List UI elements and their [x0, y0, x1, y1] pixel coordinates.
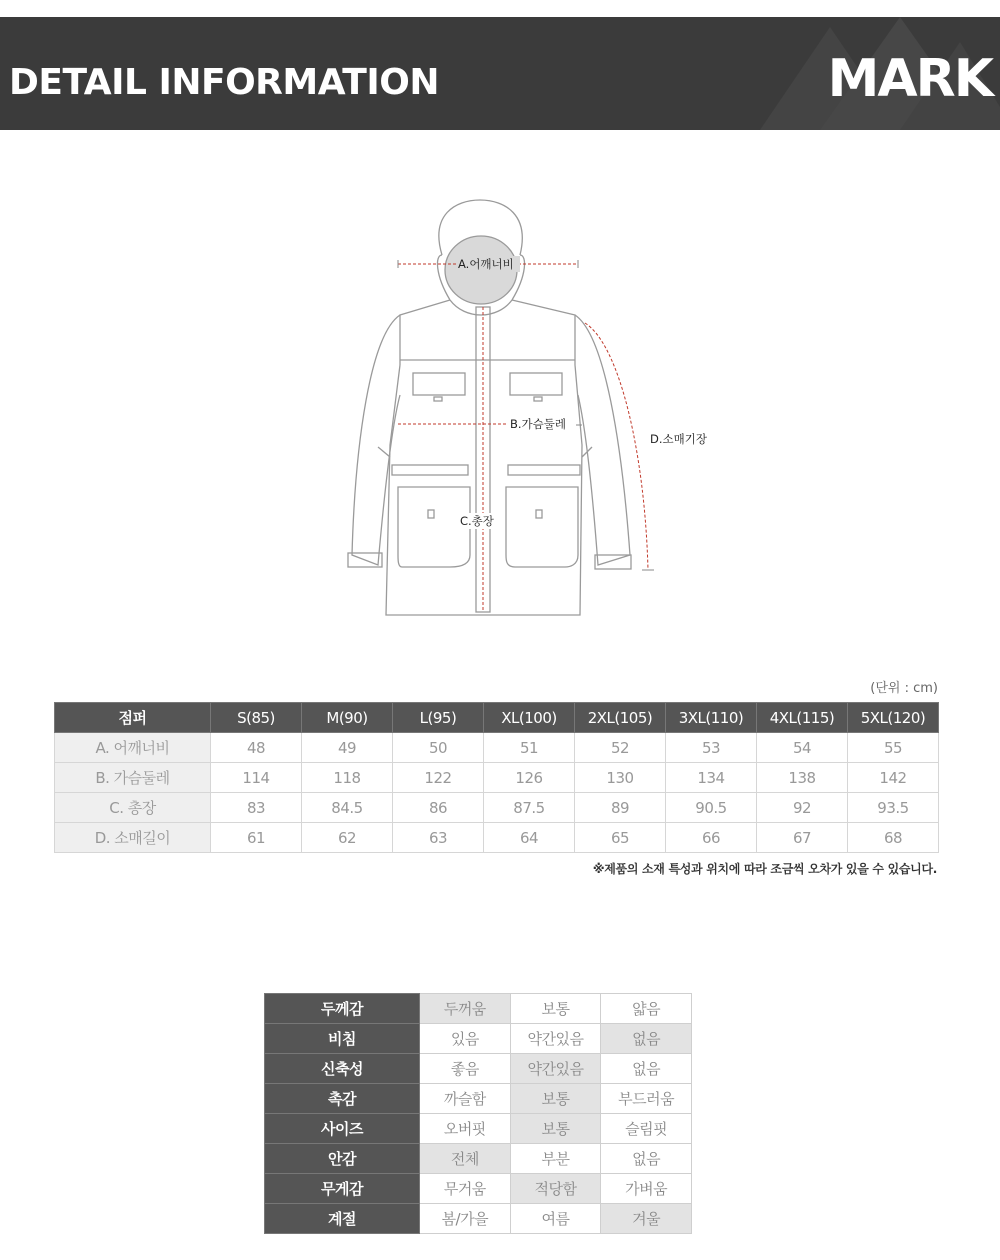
- attribute-row: [265, 1174, 692, 1204]
- size-header-row: [55, 703, 939, 733]
- attribute-row: [265, 994, 692, 1024]
- unit-note: (단위 : cm): [870, 681, 938, 696]
- attribute-option: 좋음: [420, 1054, 511, 1084]
- attribute-option-selected: 두꺼움: [420, 994, 511, 1024]
- attribute-option: 있음: [420, 1024, 511, 1054]
- attribute-option: 얇음: [601, 994, 692, 1024]
- table-cell: 114: [211, 763, 302, 793]
- table-cell: 86: [393, 793, 484, 823]
- attribute-row: [265, 1204, 692, 1234]
- table-row: [55, 793, 939, 823]
- table-cell: 52: [575, 733, 666, 763]
- attribute-option: 없음: [601, 1054, 692, 1084]
- attribute-option: 가벼움: [601, 1174, 692, 1204]
- attribute-row: [265, 1114, 692, 1144]
- attribute-option-selected: 보통: [510, 1084, 601, 1114]
- table-cell: 48: [211, 733, 302, 763]
- table-cell: 55: [848, 733, 939, 763]
- size-col-header: 3XL(110): [666, 703, 757, 733]
- attribute-option: 없음: [601, 1144, 692, 1174]
- table-cell: 138: [757, 763, 848, 793]
- table-cell: 49: [302, 733, 393, 763]
- table-cell: 66: [666, 823, 757, 853]
- attribute-option: 약간있음: [510, 1024, 601, 1054]
- table-row: [55, 763, 939, 793]
- table-cell: 89: [575, 793, 666, 823]
- label-sleeve: D.소매기장: [650, 432, 707, 446]
- table-cell: 53: [666, 733, 757, 763]
- attribute-option-selected: 약간있음: [510, 1054, 601, 1084]
- attribute-option-selected: 보통: [510, 1114, 601, 1144]
- attribute-row: [265, 1144, 692, 1174]
- table-row: [55, 823, 939, 853]
- attribute-label: 무게감: [265, 1174, 420, 1204]
- table-cell: 64: [484, 823, 575, 853]
- label-shoulder: A.어깨너비: [458, 257, 514, 271]
- row-label: A. 어깨너비: [55, 733, 211, 763]
- table-cell: 51: [484, 733, 575, 763]
- size-col-header: S(85): [211, 703, 302, 733]
- size-col-header: 4XL(115): [757, 703, 848, 733]
- fabric-attributes-table: [264, 993, 692, 1234]
- attribute-option-selected: 겨울: [601, 1204, 692, 1234]
- table-cell: 118: [302, 763, 393, 793]
- attribute-option: 부드러움: [601, 1084, 692, 1114]
- attribute-label: 촉감: [265, 1084, 420, 1114]
- attribute-option-selected: 적당함: [510, 1174, 601, 1204]
- attribute-label: 신축성: [265, 1054, 420, 1084]
- table-cell: 90.5: [666, 793, 757, 823]
- table-cell: 61: [211, 823, 302, 853]
- attribute-option: 부분: [510, 1144, 601, 1174]
- row-label: B. 가슴둘레: [55, 763, 211, 793]
- attribute-option: 슬림핏: [601, 1114, 692, 1144]
- table-cell: 87.5: [484, 793, 575, 823]
- table-row: [55, 733, 939, 763]
- attribute-label: 계절: [265, 1204, 420, 1234]
- table-cell: 62: [302, 823, 393, 853]
- attribute-option-selected: 전체: [420, 1144, 511, 1174]
- attribute-label: 사이즈: [265, 1114, 420, 1144]
- table-cell: 63: [393, 823, 484, 853]
- table-cell: 130: [575, 763, 666, 793]
- table-cell: 93.5: [848, 793, 939, 823]
- attribute-label: 비침: [265, 1024, 420, 1054]
- table-cell: 68: [848, 823, 939, 853]
- size-chart-table: [54, 702, 939, 853]
- table-cell: 50: [393, 733, 484, 763]
- brand-logo: MARK: [827, 49, 992, 109]
- size-col-header: 2XL(105): [575, 703, 666, 733]
- attribute-label: 두께감: [265, 994, 420, 1024]
- size-col-header: XL(100): [484, 703, 575, 733]
- table-cell: 83: [211, 793, 302, 823]
- row-label: C. 총장: [55, 793, 211, 823]
- header-banner: [0, 17, 1000, 130]
- jacket-measurement-diagram: [330, 195, 730, 625]
- attribute-option: 봄/가을: [420, 1204, 511, 1234]
- attribute-row: [265, 1024, 692, 1054]
- attribute-row: [265, 1084, 692, 1114]
- size-col-header: 5XL(120): [848, 703, 939, 733]
- jacket-illustration: [330, 195, 730, 625]
- attribute-option: 까슬함: [420, 1084, 511, 1114]
- attribute-option-selected: 없음: [601, 1024, 692, 1054]
- table-cell: 92: [757, 793, 848, 823]
- attribute-option: 오버핏: [420, 1114, 511, 1144]
- table-cell: 65: [575, 823, 666, 853]
- page-title: DETAIL INFORMATION: [9, 62, 439, 103]
- label-length: C.총장: [460, 514, 494, 528]
- size-col-header: M(90): [302, 703, 393, 733]
- attribute-label: 안감: [265, 1144, 420, 1174]
- size-col-header: L(95): [393, 703, 484, 733]
- attribute-row: [265, 1054, 692, 1084]
- table-cell: 84.5: [302, 793, 393, 823]
- label-chest: B.가슴둘레: [510, 417, 566, 431]
- table-cell: 54: [757, 733, 848, 763]
- size-header-label: 점퍼: [55, 703, 211, 733]
- table-cell: 122: [393, 763, 484, 793]
- measurement-disclaimer: ※제품의 소재 특성과 위치에 따라 조금씩 오차가 있을 수 있습니다.: [592, 862, 937, 876]
- attribute-option: 무거움: [420, 1174, 511, 1204]
- table-cell: 67: [757, 823, 848, 853]
- table-cell: 134: [666, 763, 757, 793]
- table-cell: 142: [848, 763, 939, 793]
- attribute-option: 여름: [510, 1204, 601, 1234]
- attribute-option: 보통: [510, 994, 601, 1024]
- table-cell: 126: [484, 763, 575, 793]
- row-label: D. 소매길이: [55, 823, 211, 853]
